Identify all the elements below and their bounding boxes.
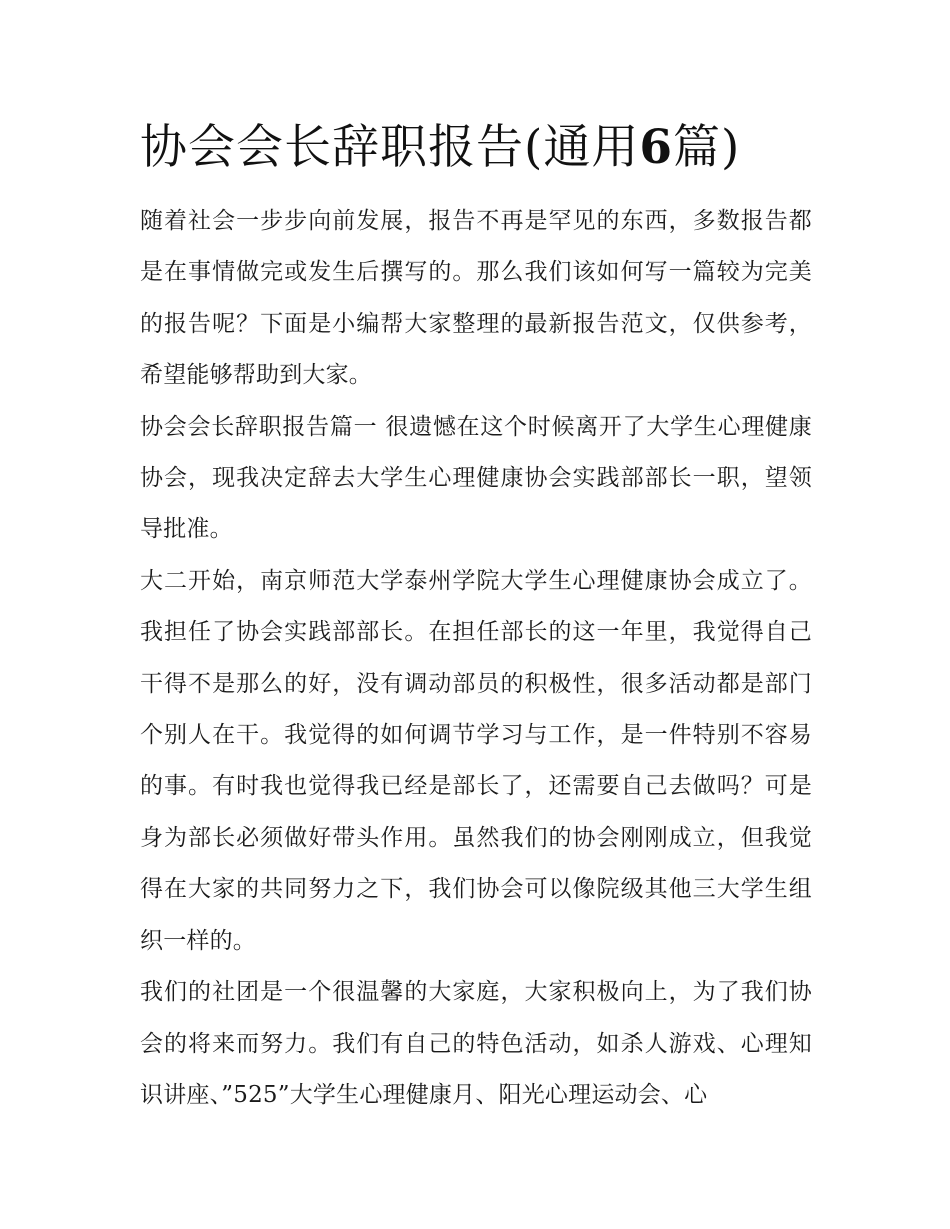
document-body <box>140 196 812 1121</box>
title-number: 6 <box>639 120 674 175</box>
club-paragraph: 我们的社团是一个很温馨的大家庭，大家积极向上，为了我们协会的将来而努力。我们有自己的特色活动，如杀人游戏、心理知识讲座、”525”大学生心理健康月、阳光心理运动会、心 <box>140 979 812 1108</box>
experience-paragraph: 大二开始，南京师范大学泰州学院大学生心理健康协会成立了。我担任了协会实践部部长。在担任部长的这一年里，我觉得自己干得不是那么的好，没有调动部员的积极性，很多活动都是部门个别人在干。我觉得的如何调节学习与工作，是一件特别不容易的事。有时我也觉得我已经是部长了，还需要自己去做吗？可是身为部长必须做好带头作用。虽然我们的协会刚刚成立，但我觉得在大家的共同努力之下，我们协会可以像院级其他三大学生组织一样的。 <box>140 567 812 954</box>
document-title <box>140 116 740 180</box>
title-suffix: 篇) <box>673 120 741 175</box>
intro-paragraph: 随着社会一步步向前发展，报告不再是罕见的东西，多数报告都是在事情做完或发生后撰写的。那么我们该如何写一篇较为完美的报告呢？下面是小编帮大家整理的最新报告范文，仅供参考，希望能够帮助到大家。 <box>140 208 812 389</box>
section-one-paragraph: 协会会长辞职报告篇一 很遗憾在这个时候离开了大学生心理健康协会，现我决定辞去大学生心理健康协会实践部部长一职，望领导批准。 <box>140 413 812 543</box>
title-text: 协会会长辞职报告(通用 <box>140 120 640 175</box>
